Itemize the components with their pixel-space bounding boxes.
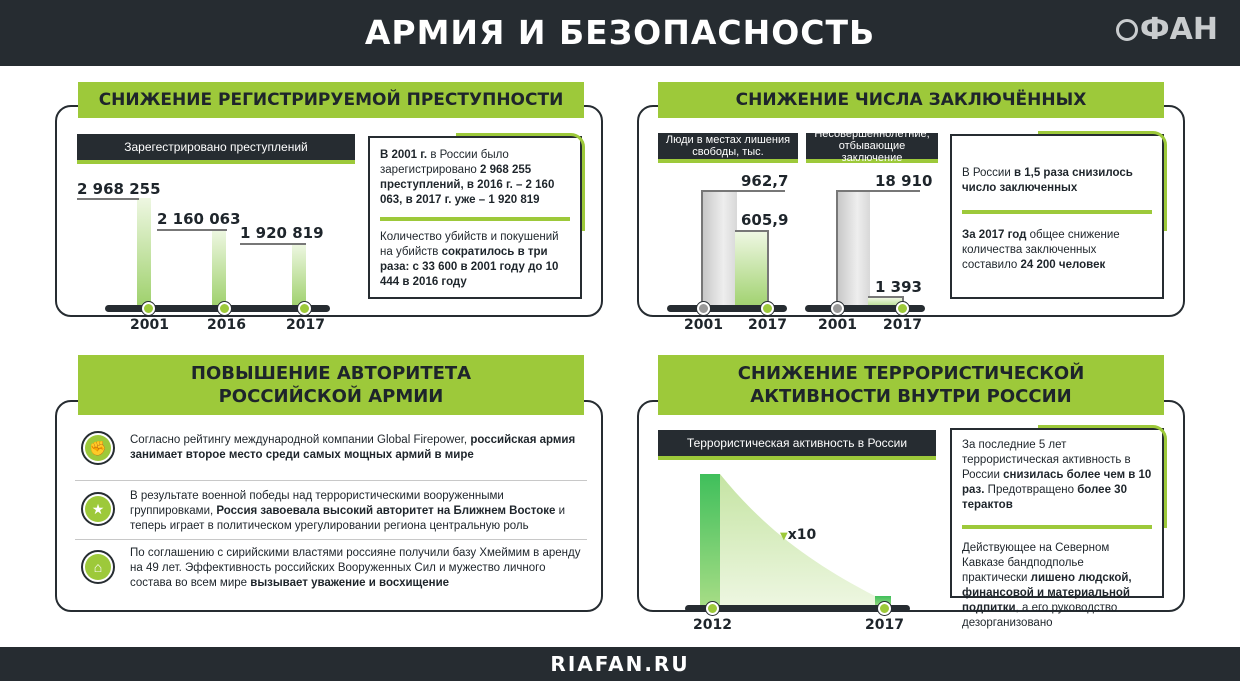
army-item-1-icon-frame bbox=[81, 431, 115, 465]
terror-info-box bbox=[950, 428, 1164, 629]
terror-info-separator bbox=[962, 525, 1152, 529]
army-item-3-icon-frame bbox=[81, 550, 115, 584]
crime-value-2001: 2 968 255 bbox=[77, 180, 161, 198]
crime-panel-title: СНИЖЕНИЕ РЕГИСТРИРУЕМОЙ ПРЕСТУПНОСТИ bbox=[78, 82, 584, 118]
crime-leader-2017 bbox=[240, 243, 306, 245]
prisoners-leader-2 bbox=[868, 190, 920, 192]
terror-bar-2012 bbox=[700, 474, 720, 608]
army-separator-1 bbox=[75, 480, 587, 481]
crime-bar-2017 bbox=[292, 244, 306, 308]
crime-chart-label: Зарегестрировано преступлений bbox=[77, 134, 355, 164]
fan-logo bbox=[1116, 12, 1218, 47]
prisoners-info-box bbox=[950, 134, 1164, 299]
down-arrow-icon: ▼ bbox=[780, 531, 788, 542]
prisoners-bar-2001-minors bbox=[836, 190, 870, 310]
site-link[interactable]: RIAFAN.RU bbox=[550, 652, 690, 676]
crime-leader-2016 bbox=[157, 229, 227, 231]
prisoners-bar-2017-adults bbox=[735, 230, 769, 310]
terror-chart-label: Террористическая активность в России bbox=[658, 430, 936, 460]
crime-info-box bbox=[368, 136, 582, 299]
prisoners-label-2: Несовершеннолетние, отбывающие заключение bbox=[806, 133, 938, 163]
terror-dot-2017 bbox=[878, 602, 891, 615]
header-bar bbox=[0, 0, 1240, 66]
terror-info-text-1: За последние 5 лет террористическая активность в России снизилась более чем в 10 раз. Предотвращено более 30 терактов bbox=[962, 439, 1152, 511]
army-panel-title: ПОВЫШЕНИЕ АВТОРИТЕТА РОССИЙСКОЙ АРМИИ bbox=[78, 355, 584, 415]
crime-info-separator bbox=[380, 217, 570, 221]
terror-dot-2012 bbox=[706, 602, 719, 615]
prisoners-label-1: Люди в местах лишения свободы, тыс. bbox=[658, 133, 798, 163]
army-separator-2 bbox=[75, 539, 587, 540]
star-icon: ★ bbox=[85, 496, 111, 522]
crime-value-2017: 1 920 819 bbox=[240, 224, 324, 242]
crime-bar-2001 bbox=[137, 198, 151, 308]
army-item-2-icon-frame bbox=[81, 492, 115, 526]
prisoners-dot-1 bbox=[697, 302, 710, 315]
page-title: АРМИЯ И БЕЗОПАСНОСТЬ bbox=[364, 13, 876, 52]
footer-bar bbox=[0, 647, 1240, 681]
prisoners-value-2001-adults: 962,7 bbox=[741, 172, 789, 190]
prisoners-value-2017-adults: 605,9 bbox=[741, 211, 789, 229]
prisoners-year-2: 2017 bbox=[748, 317, 787, 333]
prisoners-year-4: 2017 bbox=[883, 317, 922, 333]
terror-panel-title: СНИЖЕНИЕ ТЕРРОРИСТИЧЕСКОЙ АКТИВНОСТИ ВНУТРИ РОССИИ bbox=[658, 355, 1164, 415]
logo-text: ФАН bbox=[1139, 12, 1218, 47]
prisoners-year-3: 2001 bbox=[818, 317, 857, 333]
crime-dot-2001 bbox=[142, 302, 155, 315]
crime-bar-2016 bbox=[212, 230, 226, 308]
prisoners-value-2017-minors: 1 393 bbox=[875, 278, 922, 296]
prisoners-dot-4 bbox=[896, 302, 909, 315]
prisoners-panel-title: СНИЖЕНИЕ ЧИСЛА ЗАКЛЮЧЁННЫХ bbox=[658, 82, 1164, 118]
prisoners-dot-3 bbox=[831, 302, 844, 315]
army-item-3-text: По соглашению с сирийскими властями россияне получили базу Хмеймим в аренду на 49 лет. Эффективность российских Вооруженных Сил и мужество личного состава во всем мире вызывает уважение и восхищение bbox=[130, 547, 581, 589]
army-item-1-text: Согласно рейтингу международной компании Global Firepower, российская армия занимает второе место среди самых мощных армий в мире bbox=[130, 434, 576, 461]
crime-value-2016: 2 160 063 bbox=[157, 210, 241, 228]
military-cap-icon: ⌂ bbox=[85, 554, 111, 580]
terror-info-text-2: Действующее на Северном Кавказе бандподполье практически лишено людской, финансовой и материальной подпитки, а его руководство дезорганизовано bbox=[962, 542, 1132, 629]
crime-year-2017: 2017 bbox=[286, 317, 325, 333]
terror-year-2012: 2012 bbox=[693, 617, 732, 633]
prisoners-bar-2001-adults bbox=[701, 190, 737, 310]
fist-icon: ✊ bbox=[85, 435, 111, 461]
prisoners-info-text-1: В России в 1,5 раза снизилось число заключенных bbox=[962, 167, 1133, 194]
prisoners-year-1: 2001 bbox=[684, 317, 723, 333]
army-item-2-text: В результате военной победы над террористическими вооруженными группировками, Россия завоевала высокий авторитет на Ближнем Востоке и теперь играет в политическом урегулировании региона центральную роль bbox=[130, 490, 566, 532]
crime-info-text-1: В 2001 г. в России было зарегистрировано 2 968 255 преступлений, в 2016 г. – 2 160 063, в 2017 г. уже – 1 920 819 bbox=[380, 149, 555, 206]
crime-info-text-2: Количество убийств и покушений на убийств сократилось в три раза: с 33 600 в 2001 году до 10 444 в 2016 году bbox=[380, 231, 559, 288]
terror-year-2017: 2017 bbox=[865, 617, 904, 633]
logo-ring-icon bbox=[1116, 19, 1138, 41]
prisoners-leader-1 bbox=[735, 190, 785, 192]
prisoners-value-2001-minors: 18 910 bbox=[875, 172, 933, 190]
terror-ratio-marker: ▼x10 bbox=[780, 527, 817, 543]
crime-leader-2001 bbox=[77, 198, 139, 200]
prisoners-dot-2 bbox=[761, 302, 774, 315]
crime-year-2016: 2016 bbox=[207, 317, 246, 333]
prisoners-info-separator bbox=[962, 210, 1152, 214]
crime-dot-2016 bbox=[218, 302, 231, 315]
prisoners-info-text-2: За 2017 год общее снижение количества заключенных составило 24 200 человек bbox=[962, 229, 1120, 271]
crime-year-2001: 2001 bbox=[130, 317, 169, 333]
crime-dot-2017 bbox=[298, 302, 311, 315]
